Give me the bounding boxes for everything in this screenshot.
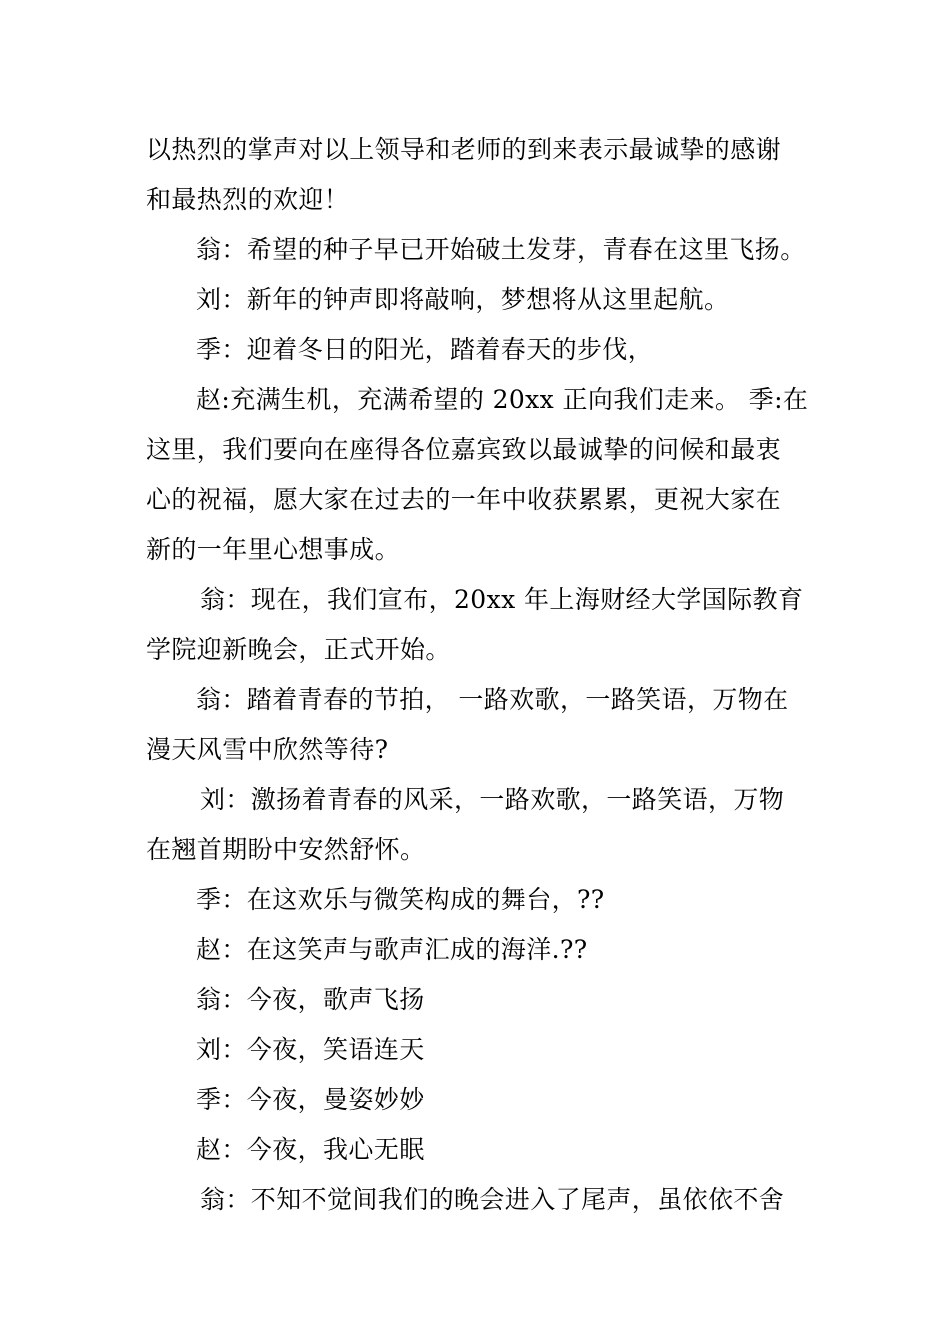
text-line: 季：今夜，曼姿妙妙 [196, 1085, 425, 1114]
text-line: 学院迎新晚会，正式开始。 [146, 635, 451, 664]
text-line: 翁：踏着青春的节拍， 一路欢歌，一路笑语，万物在 [196, 685, 789, 714]
text-line: 赵：今夜，我心无眠 [196, 1135, 425, 1164]
text-line: 赵:充满生机，充满希望的 20xx 正向我们走来。 季:在 [196, 385, 809, 414]
text-line: 这里，我们要向在座得各位嘉宾致以最诚挚的问候和最衷 [146, 435, 782, 464]
text-line: 翁：希望的种子早已开始破土发芽，青春在这里飞扬。 [196, 235, 806, 264]
text-line: 心的祝福，愿大家在过去的一年中收获累累，更祝大家在 [146, 485, 782, 514]
text-line: 刘：新年的钟声即将敲响，梦想将从这里起航。 [196, 285, 730, 314]
text-line: 赵：在这笑声与歌声汇成的海洋.?? [196, 935, 588, 964]
text-line: 漫天风雪中欣然等待? [146, 735, 389, 764]
text-line: 翁：不知不觉间我们的晚会进入了尾声，虽依依不舍 [200, 1185, 785, 1214]
text-line: 季：在这欢乐与微笑构成的舞台，?? [196, 885, 605, 914]
text-line: 新的一年里心想事成。 [146, 535, 401, 564]
text-line: 翁：今夜，歌声飞扬 [196, 985, 425, 1014]
text-line: 刘：今夜，笑语连天 [196, 1035, 425, 1064]
text-line: 季：迎着冬日的阳光，踏着春天的步伐， [196, 335, 654, 364]
text-line: 以热烈的掌声对以上领导和老师的到来表示最诚挚的感谢 [146, 135, 782, 164]
text-line: 在翘首期盼中安然舒怀。 [146, 835, 426, 864]
text-line: 和最热烈的欢迎！ [146, 185, 350, 214]
text-line: 翁：现在，我们宣布，20xx 年上海财经大学国际教育 [200, 585, 804, 614]
text-line: 刘：激扬着青春的风采，一路欢歌，一路笑语，万物 [200, 785, 785, 814]
